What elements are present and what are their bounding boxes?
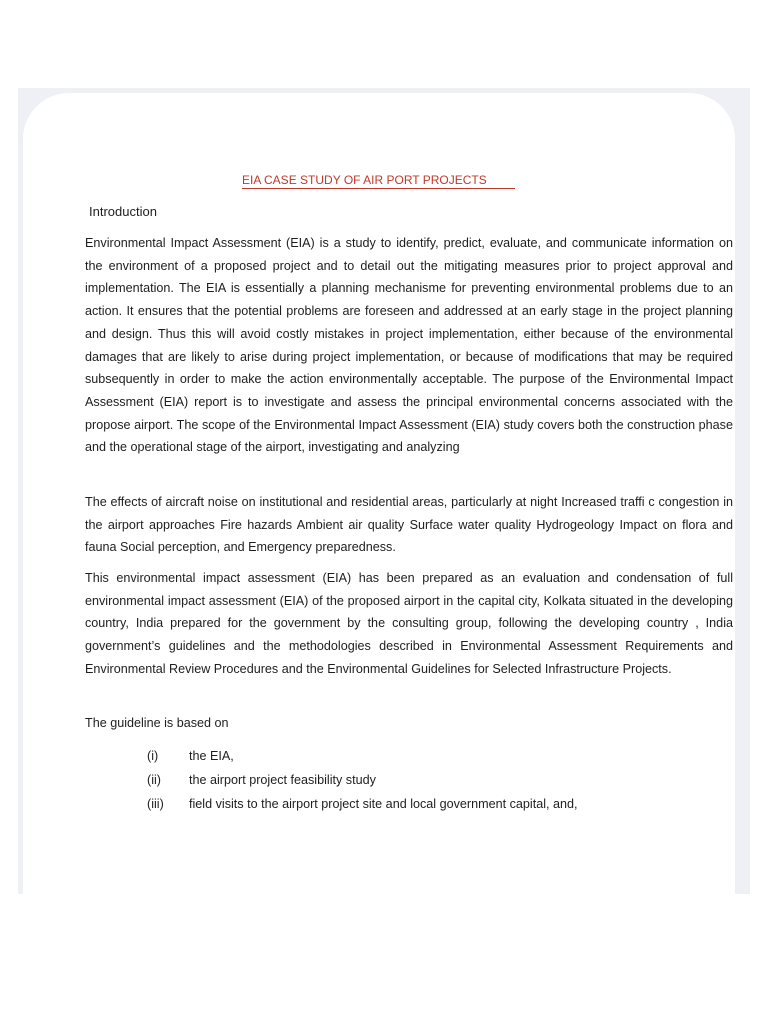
list-item-text: the EIA, (189, 749, 234, 763)
list-item-text: the airport project feasibility study (189, 773, 376, 787)
list-item-number: (iii) (147, 797, 164, 811)
paragraph-eia-preparation: This environmental impact assessment (EIA) has been prepared as an evaluation and condensation of full environmental impact assessment (EIA) of the proposed airport in the capital city, Kolkata situated in the developing country, India prepared for the government by the consulting group, following the developing country , India government’s guidelines and the methodologies described in Environmental Assessment Requirements and Environmental Review Procedures and the Environmental Guidelines for Selected Infrastructure Projects. (85, 571, 733, 676)
list-item-number: (ii) (147, 773, 161, 787)
list-item (147, 792, 578, 816)
list-item-text: field visits to the airport project site and local government capital, and, (189, 797, 578, 811)
list-item-number: (i) (147, 749, 159, 763)
paragraph-eia-definition: Environmental Impact Assessment (EIA) is a study to identify, predict, evaluate, and communicate information on the environment of a proposed project and to detail out the mitigating measures prior to project approval and implementation. The EIA is essentially a planning mechanisme for preventing environmental problems due to an action. It ensures that the potential problems are foreseen and addressed at an early stage in the project planning and design. Thus this will avoid costly mistakes in project implementation, either because of the environmental damages that are likely to arise during project implementation, or because of modifications that may be required subsequently in order to make the action environmentally acceptable. The purpose of the Environmental Impact Assessment (EIA) report is to investigate and assess the principal environmental concerns associated with the propose airport. The scope of the Environmental Impact Assessment (EIA) study covers both the construction phase and the operational stage of the airport, investigating and analyzing (85, 236, 733, 455)
list-item (147, 768, 578, 792)
paragraph-effects: The effects of aircraft noise on institutional and residential areas, particularly at night Increased traffi c congestion in the airport approaches Fire hazards Ambient air quality Surface water quality Hydrogeology Impact on flora and fauna Social perception, and Emergency preparedness. (85, 495, 733, 555)
guideline-list (147, 744, 578, 816)
document-title: EIA CASE STUDY OF AIR PORT PROJECTS (242, 172, 515, 189)
list-item (147, 744, 578, 768)
intro-heading: Introduction (89, 204, 157, 219)
guideline-intro: The guideline is based on (85, 716, 229, 730)
